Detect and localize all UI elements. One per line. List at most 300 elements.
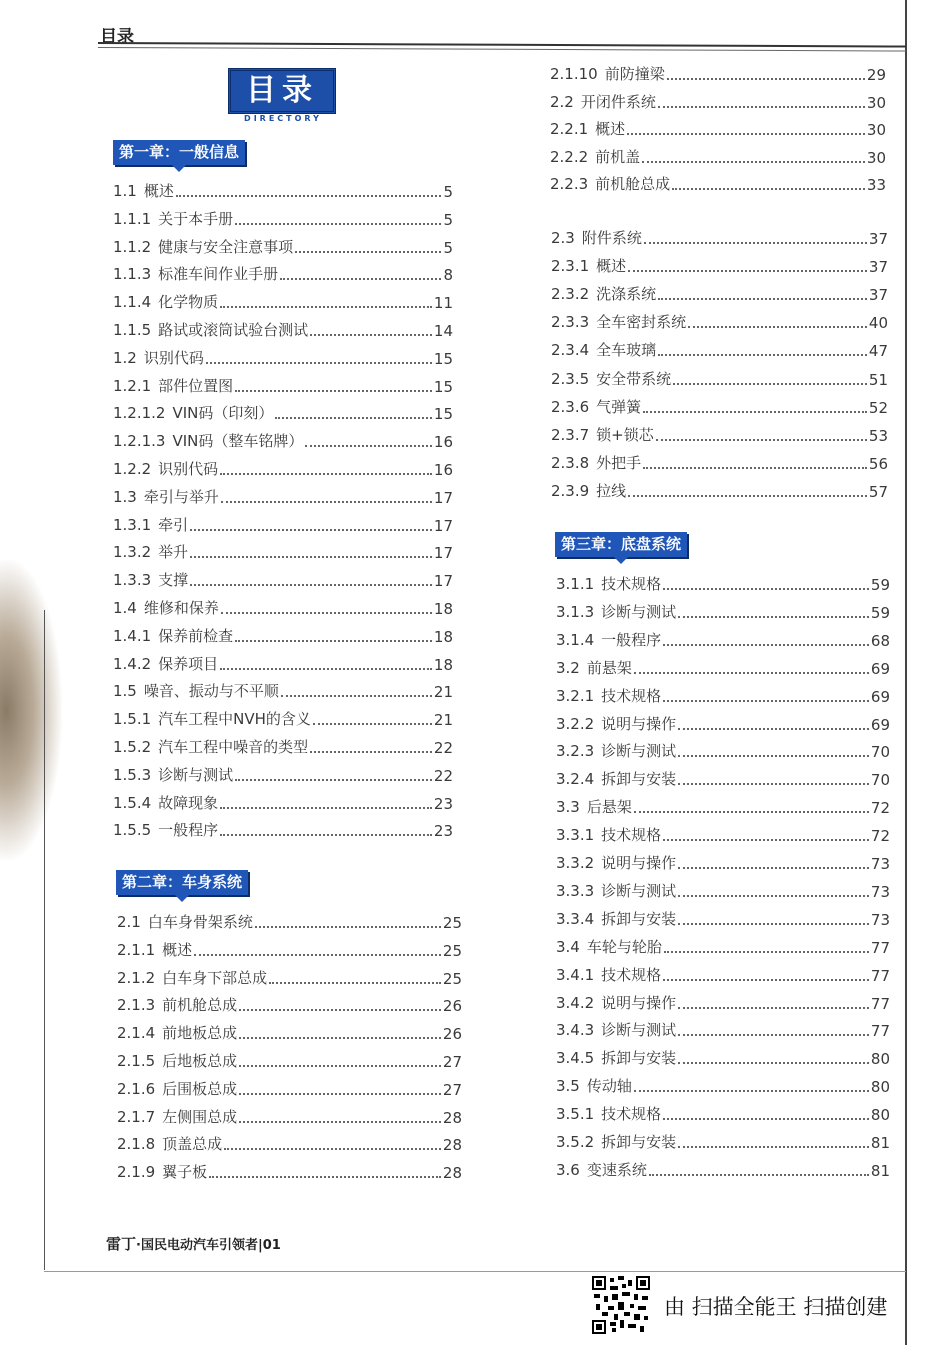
toc-entry-text: 技术规格 bbox=[601, 686, 662, 705]
toc-entry-text: 识别代码 bbox=[158, 460, 219, 478]
toc-page-number: 5 bbox=[443, 238, 453, 257]
toc-entry-text: 洗涤系统 bbox=[596, 285, 657, 304]
directory-logo-subtitle: DIRECTORY bbox=[244, 114, 322, 123]
toc-entry-number: 3.3.3 bbox=[556, 881, 595, 900]
toc-entry-number: 1.3.3 bbox=[113, 571, 152, 590]
toc-page-number: 5 bbox=[443, 183, 453, 201]
toc-right-entry bbox=[550, 174, 886, 194]
toc-entry-title bbox=[113, 458, 218, 479]
toc-entry-title bbox=[556, 1047, 676, 1068]
toc-right-entry bbox=[556, 1076, 890, 1096]
toc-entry-number: 1.2.2 bbox=[113, 460, 152, 478]
toc-page-number: 25 bbox=[442, 941, 462, 960]
toc-entry-text: 拆卸与安装 bbox=[601, 1049, 677, 1068]
toc-entry-text: 诊断与测试 bbox=[601, 602, 677, 621]
toc-entry-number: 2.3.7 bbox=[551, 425, 590, 444]
toc-entry-text: 拆卸与安装 bbox=[601, 770, 677, 789]
toc-leader-dots bbox=[678, 783, 869, 785]
toc-entry-title bbox=[117, 967, 267, 988]
toc-leader-dots bbox=[642, 161, 865, 163]
toc-entry-text: 说明与操作 bbox=[601, 714, 677, 733]
toc-entry-title bbox=[117, 1050, 237, 1071]
toc-entry-title bbox=[117, 911, 253, 932]
toc-entry-title bbox=[117, 939, 192, 960]
toc-leader-dots bbox=[678, 867, 869, 869]
toc-leader-dots bbox=[627, 133, 865, 135]
toc-entry-number: 3.4.1 bbox=[556, 965, 595, 984]
toc-left-entry bbox=[113, 626, 453, 646]
toc-entry-title bbox=[556, 852, 676, 873]
toc-entry-number: 2.3.6 bbox=[551, 397, 590, 416]
toc-leader-dots bbox=[224, 1148, 441, 1150]
toc-entry-text: 保养前检查 bbox=[158, 626, 234, 645]
toc-leader-dots bbox=[310, 751, 432, 753]
toc-entry-text: 诊断与测试 bbox=[158, 765, 234, 784]
toc-left-entry bbox=[113, 515, 453, 535]
toc-right-entry bbox=[556, 909, 890, 929]
toc-left-entry bbox=[113, 570, 453, 590]
toc-page-number: 73 bbox=[870, 855, 890, 873]
toc-left-entry bbox=[113, 654, 453, 674]
toc-leader-dots bbox=[643, 467, 867, 469]
toc-entry-number: 2.1.3 bbox=[117, 996, 156, 1015]
toc-leader-dots bbox=[275, 417, 432, 419]
toc-page-number: 77 bbox=[870, 994, 890, 1013]
toc-left-entry bbox=[113, 209, 453, 229]
toc-left-entry bbox=[113, 737, 453, 757]
toc-page-number: 5 bbox=[443, 210, 453, 229]
toc-entry-text: 前悬架 bbox=[586, 658, 632, 677]
toc-entry-text: 左侧围总成 bbox=[162, 1107, 238, 1126]
toc-entry-text: 传动轴 bbox=[586, 1077, 632, 1096]
toc-left-entry bbox=[113, 237, 453, 257]
toc-entry-title bbox=[556, 964, 661, 985]
toc-entry-number: 3.5.1 bbox=[556, 1105, 595, 1124]
toc-page-number: 52 bbox=[868, 398, 888, 417]
toc-left-entry bbox=[117, 940, 462, 960]
toc-entry-text: 一般程序 bbox=[158, 821, 219, 840]
toc-right-entry bbox=[551, 256, 888, 276]
toc-entry-title bbox=[551, 339, 656, 360]
toc-left-entry bbox=[117, 1162, 462, 1182]
toc-page-number: 37 bbox=[868, 286, 888, 305]
toc-entry-text: 全车玻璃 bbox=[596, 341, 657, 360]
toc-page-number: 81 bbox=[870, 1161, 890, 1180]
toc-leader-dots bbox=[644, 242, 867, 244]
toc-entry-title bbox=[551, 283, 656, 304]
toc-entry-text: 标准车间作业手册 bbox=[158, 265, 279, 284]
toc-left-entry bbox=[113, 459, 453, 479]
toc-entry-title bbox=[113, 291, 218, 312]
toc-entry-text: 一般程序 bbox=[601, 630, 662, 649]
toc-page-number: 59 bbox=[870, 576, 890, 594]
toc-entry-text: 健康与安全注意事项 bbox=[158, 237, 294, 256]
toc-page-number: 17 bbox=[433, 516, 453, 535]
toc-entry-title bbox=[113, 764, 233, 785]
toc-entry-number: 2.3.1 bbox=[551, 257, 590, 276]
toc-right-entry bbox=[556, 1104, 890, 1124]
toc-entry-title bbox=[551, 227, 642, 248]
header-title: 目录 bbox=[100, 27, 134, 47]
toc-right-entry bbox=[556, 797, 890, 817]
chapter-1-heading: 第一章：一般信息 bbox=[113, 140, 245, 165]
toc-entry-number: 2.1.2 bbox=[117, 968, 156, 987]
toc-entry-title bbox=[113, 180, 174, 201]
toc-leader-dots bbox=[634, 811, 869, 813]
toc-leader-dots bbox=[658, 106, 865, 108]
toc-entry-number: 2.3 bbox=[551, 229, 575, 247]
toc-right-entry bbox=[556, 937, 890, 957]
toc-page-number: 81 bbox=[870, 1134, 890, 1152]
toc-entry-number: 1.4 bbox=[113, 599, 137, 617]
toc-entry-text: 识别代码 bbox=[143, 348, 204, 367]
toc-entry-text: 诊断与测试 bbox=[601, 881, 677, 900]
toc-entry-title bbox=[113, 819, 218, 840]
toc-page-number: 18 bbox=[433, 655, 453, 674]
toc-entry-title bbox=[117, 1133, 222, 1154]
toc-entry-title bbox=[556, 908, 676, 929]
toc-entry-text: 附件系统 bbox=[581, 229, 642, 247]
toc-right-entry bbox=[550, 92, 886, 112]
toc-leader-dots bbox=[663, 839, 869, 841]
directory-logo-title: 目录 bbox=[228, 68, 336, 114]
toc-page-number: 28 bbox=[442, 1164, 462, 1183]
toc-entry-text: 开闭件系统 bbox=[580, 92, 656, 111]
toc-leader-dots bbox=[194, 954, 441, 956]
toc-page-number: 68 bbox=[870, 631, 890, 650]
toc-entry-title bbox=[113, 402, 273, 423]
toc-left-entry bbox=[113, 765, 453, 785]
toc-entry-title bbox=[113, 653, 218, 674]
scan-watermark-text: 由 扫描全能王 扫描创建 bbox=[664, 1295, 888, 1319]
toc-entry-title bbox=[550, 146, 640, 167]
toc-page-number: 26 bbox=[442, 997, 462, 1016]
toc-left-entry bbox=[113, 431, 453, 451]
toc-leader-dots bbox=[663, 1118, 869, 1120]
toc-entry-number: 3.3.2 bbox=[556, 854, 595, 872]
toc-entry-number: 3.2.2 bbox=[556, 714, 595, 733]
toc-page-number: 56 bbox=[868, 454, 888, 473]
toc-left-entry bbox=[117, 1079, 462, 1099]
page-edge-bottom bbox=[44, 1271, 906, 1272]
toc-entry-title bbox=[113, 319, 308, 340]
toc-left-entry bbox=[117, 912, 462, 932]
toc-left-entry bbox=[113, 181, 453, 201]
toc-leader-dots bbox=[221, 612, 432, 614]
toc-entry-text: 拉线 bbox=[596, 481, 627, 500]
toc-right-entry bbox=[556, 658, 890, 678]
toc-entry-title bbox=[556, 657, 632, 678]
toc-entry-title bbox=[556, 1131, 676, 1152]
toc-page-number: 23 bbox=[433, 822, 453, 841]
toc-entry-number: 1.5.2 bbox=[113, 738, 152, 756]
toc-entry-text: 外把手 bbox=[596, 453, 642, 472]
toc-entry-text: 前机舱总成 bbox=[162, 996, 238, 1015]
toc-left-entry bbox=[113, 403, 453, 423]
toc-entry-title bbox=[113, 625, 233, 646]
toc-page-number: 30 bbox=[866, 148, 886, 167]
toc-right-entry bbox=[556, 1132, 890, 1152]
toc-left-entry bbox=[117, 1134, 462, 1154]
toc-page-number: 70 bbox=[870, 743, 890, 762]
toc-left-entry bbox=[117, 1107, 462, 1127]
toc-page-number: 28 bbox=[442, 1136, 462, 1155]
toc-entry-title bbox=[113, 208, 233, 229]
toc-leader-dots bbox=[176, 195, 442, 197]
toc-entry-number: 1.2 bbox=[113, 348, 137, 367]
toc-right-entry bbox=[556, 1048, 890, 1068]
toc-entry-title bbox=[551, 396, 641, 417]
toc-entry-number: 2.1.10 bbox=[550, 65, 598, 83]
toc-leader-dots bbox=[649, 1174, 869, 1176]
toc-entry-title bbox=[556, 601, 676, 622]
toc-entry-title bbox=[556, 880, 676, 901]
toc-entry-title bbox=[556, 768, 676, 789]
toc-entry-number: 3.2.4 bbox=[556, 770, 595, 789]
toc-entry-text: 翼子板 bbox=[162, 1163, 208, 1182]
footer bbox=[106, 1233, 281, 1254]
toc-entry-number: 3.2.1 bbox=[556, 686, 595, 705]
toc-leader-dots bbox=[664, 951, 869, 953]
toc-right-entry bbox=[556, 574, 890, 594]
toc-page-number: 77 bbox=[870, 966, 890, 985]
toc-entry-text: VIN码（印刻） bbox=[172, 404, 274, 423]
toc-right-entry bbox=[551, 425, 888, 445]
toc-entry-title bbox=[113, 486, 219, 507]
toc-entry-text: 概述 bbox=[596, 257, 627, 276]
toc-entry-text: 关于本手册 bbox=[158, 209, 234, 228]
toc-entry-text: 故障现象 bbox=[158, 793, 219, 812]
toc-page-number: 22 bbox=[433, 739, 453, 757]
page-shadow bbox=[0, 560, 62, 860]
toc-entry-title bbox=[556, 992, 676, 1013]
toc-entry-number: 2.1 bbox=[117, 913, 141, 931]
toc-leader-dots bbox=[678, 923, 869, 925]
toc-entry-number: 2.2.1 bbox=[550, 120, 589, 139]
toc-right-entry bbox=[551, 312, 888, 332]
toc-entry-title bbox=[113, 514, 188, 535]
toc-leader-dots bbox=[235, 779, 432, 781]
toc-leader-dots bbox=[672, 188, 865, 190]
toc-entry-title bbox=[556, 1159, 647, 1180]
toc-entry-number: 2.1.5 bbox=[117, 1052, 156, 1070]
toc-entry-text: 锁+锁芯 bbox=[596, 425, 654, 444]
toc-entry-text: 汽车工程中噪音的类型 bbox=[158, 738, 309, 756]
toc-entry-number: 1.5.3 bbox=[113, 765, 152, 784]
toc-entry-text: 技术规格 bbox=[601, 575, 662, 593]
toc-page-number: 15 bbox=[433, 405, 453, 424]
toc-entry-title bbox=[113, 680, 279, 701]
toc-entry-text: 概述 bbox=[143, 182, 174, 200]
toc-entry-number: 1.1.2 bbox=[113, 237, 152, 256]
toc-leader-dots bbox=[678, 1034, 869, 1036]
toc-entry-number: 1.5 bbox=[113, 682, 137, 701]
toc-entry-text: 前地板总成 bbox=[162, 1024, 238, 1043]
toc-right-entry bbox=[556, 881, 890, 901]
toc-leader-dots bbox=[190, 584, 432, 586]
toc-entry-number: 2.1.7 bbox=[117, 1107, 156, 1126]
toc-page-number: 77 bbox=[870, 938, 890, 957]
toc-left-entry bbox=[113, 820, 453, 840]
toc-leader-dots bbox=[634, 1090, 869, 1092]
toc-leader-dots bbox=[658, 354, 867, 356]
toc-entry-number: 3.5 bbox=[556, 1077, 580, 1096]
toc-entry-title bbox=[556, 685, 661, 706]
toc-entry-text: 拆卸与安装 bbox=[601, 909, 677, 928]
chapter-3-heading: 第三章：底盘系统 bbox=[555, 532, 687, 557]
toc-entry-text: 前机盖 bbox=[595, 147, 641, 166]
toc-page-number: 69 bbox=[870, 659, 890, 678]
toc-entry-title bbox=[113, 569, 188, 590]
toc-entry-text: 变速系统 bbox=[586, 1160, 647, 1179]
toc-leader-dots bbox=[206, 362, 432, 364]
toc-entry-text: 顶盖总成 bbox=[162, 1135, 223, 1154]
toc-entry-text: 支撑 bbox=[158, 571, 189, 590]
toc-leader-dots bbox=[220, 807, 432, 809]
toc-right-entry bbox=[556, 630, 890, 650]
toc-entry-text: 概述 bbox=[162, 940, 193, 959]
toc-entry-text: 牵引 bbox=[158, 515, 189, 534]
toc-right-entry bbox=[556, 993, 890, 1013]
toc-page-number: 26 bbox=[442, 1025, 462, 1044]
toc-page-number: 40 bbox=[868, 314, 888, 333]
toc-entry-title bbox=[113, 375, 233, 396]
toc-entry-title bbox=[551, 452, 641, 473]
chapter-2-heading: 第二章：车身系统 bbox=[116, 870, 248, 895]
toc-leader-dots bbox=[658, 298, 867, 300]
toc-entry-number: 2.3.8 bbox=[551, 453, 590, 472]
toc-leader-dots bbox=[678, 1007, 869, 1009]
toc-entry-text: 技术规格 bbox=[601, 826, 662, 845]
toc-right-entry bbox=[551, 228, 888, 248]
toc-leader-dots bbox=[220, 834, 432, 836]
toc-entry-title bbox=[556, 713, 676, 734]
toc-page-number: 29 bbox=[866, 66, 886, 84]
toc-entry-title bbox=[117, 1106, 237, 1127]
toc-page-number: 17 bbox=[433, 488, 453, 507]
toc-entry-number: 1.5.5 bbox=[113, 821, 152, 840]
toc-entry-text: 化学物质 bbox=[158, 293, 219, 312]
toc-page-number: 25 bbox=[442, 969, 462, 988]
toc-leader-dots bbox=[667, 78, 865, 80]
toc-entry-text: 白车身下部总成 bbox=[162, 968, 268, 987]
toc-left-entry bbox=[113, 264, 453, 284]
toc-entry-number: 1.1.1 bbox=[113, 209, 152, 228]
toc-entry-number: 3.3 bbox=[556, 798, 580, 817]
toc-entry-text: 前防撞梁 bbox=[604, 65, 665, 83]
toc-entry-title bbox=[117, 1022, 237, 1043]
toc-entry-text: 概述 bbox=[595, 120, 626, 139]
toc-leader-dots bbox=[295, 251, 441, 253]
toc-entry-title bbox=[556, 740, 676, 761]
toc-entry-title bbox=[556, 1019, 676, 1040]
toc-page-number: 22 bbox=[433, 766, 453, 785]
toc-entry-number: 3.4.5 bbox=[556, 1049, 595, 1068]
toc-leader-dots bbox=[678, 1062, 869, 1064]
toc-leader-dots bbox=[239, 1121, 441, 1123]
toc-entry-number: 3.1.4 bbox=[556, 630, 595, 649]
toc-entry-number: 1.1.5 bbox=[113, 321, 152, 339]
toc-left-entry bbox=[113, 681, 453, 701]
toc-entry-title bbox=[117, 1078, 237, 1099]
toc-page-number: 57 bbox=[868, 482, 888, 501]
toc-page-number: 47 bbox=[868, 342, 888, 361]
toc-left-entry bbox=[113, 376, 453, 396]
toc-right-entry bbox=[556, 741, 890, 761]
toc-entry-number: 2.1.9 bbox=[117, 1163, 156, 1182]
toc-leader-dots bbox=[678, 895, 869, 897]
toc-entry-text: 保养项目 bbox=[158, 654, 219, 673]
toc-right-entry bbox=[551, 284, 888, 304]
toc-left-entry bbox=[117, 1051, 462, 1071]
toc-right-entry bbox=[556, 714, 890, 734]
toc-entry-number: 3.5.2 bbox=[556, 1133, 595, 1151]
toc-entry-text: 噪音、振动与不平顺 bbox=[143, 682, 279, 701]
page-edge-right bbox=[905, 0, 907, 1345]
toc-leader-dots bbox=[235, 390, 432, 392]
toc-page-number: 80 bbox=[870, 1050, 890, 1069]
toc-leader-dots bbox=[313, 723, 432, 725]
toc-entry-number: 3.2.3 bbox=[556, 742, 595, 761]
toc-entry-title bbox=[113, 792, 218, 813]
toc-entry-text: 维修和保养 bbox=[143, 599, 219, 617]
footer-text: ·国民电动汽车引领者|01 bbox=[136, 1238, 281, 1253]
toc-page-number: 14 bbox=[433, 322, 453, 340]
toc-page-number: 59 bbox=[870, 603, 890, 622]
toc-entry-title bbox=[113, 430, 303, 451]
toc-page-number: 27 bbox=[442, 1053, 462, 1071]
toc-leader-dots bbox=[656, 439, 867, 441]
toc-page-number: 37 bbox=[868, 230, 888, 248]
toc-page-number: 25 bbox=[442, 914, 462, 932]
toc-page-number: 16 bbox=[433, 433, 453, 452]
toc-page-number: 37 bbox=[868, 258, 888, 277]
toc-right-entry bbox=[550, 64, 886, 84]
toc-entry-text: 技术规格 bbox=[601, 1105, 662, 1124]
toc-page-number: 21 bbox=[433, 683, 453, 702]
toc-leader-dots bbox=[678, 728, 869, 730]
toc-entry-number: 1.3.1 bbox=[113, 515, 152, 534]
toc-leader-dots bbox=[628, 270, 867, 272]
toc-leader-dots bbox=[628, 495, 867, 497]
toc-page-number: 53 bbox=[868, 426, 888, 445]
toc-entry-title bbox=[113, 708, 311, 729]
toc-entry-title bbox=[556, 1075, 632, 1096]
toc-entry-number: 1.4.1 bbox=[113, 626, 152, 645]
toc-entry-text: 拆卸与安装 bbox=[601, 1133, 677, 1151]
toc-entry-title bbox=[551, 368, 671, 389]
toc-entry-number: 3.3.4 bbox=[556, 909, 595, 928]
toc-left-entry bbox=[117, 968, 462, 988]
toc-entry-number: 3.4.3 bbox=[556, 1021, 595, 1040]
toc-leader-dots bbox=[688, 326, 867, 328]
toc-leader-dots bbox=[220, 668, 432, 670]
toc-leader-dots bbox=[220, 473, 432, 475]
toc-right-entry bbox=[551, 481, 888, 501]
toc-page-number: 73 bbox=[870, 910, 890, 929]
toc-entry-title bbox=[117, 994, 237, 1015]
toc-left-entry bbox=[113, 793, 453, 813]
toc-entry-title bbox=[556, 936, 662, 957]
toc-entry-number: 1.2.1.2 bbox=[113, 404, 166, 423]
toc-page-number: 17 bbox=[433, 544, 453, 563]
toc-leader-dots bbox=[190, 529, 432, 531]
toc-page-number: 23 bbox=[433, 794, 453, 813]
toc-entry-text: 汽车工程中NVH的含义 bbox=[158, 710, 311, 729]
toc-page-number: 80 bbox=[870, 1106, 890, 1125]
toc-entry-title bbox=[551, 480, 626, 501]
toc-page-number: 70 bbox=[870, 771, 890, 790]
